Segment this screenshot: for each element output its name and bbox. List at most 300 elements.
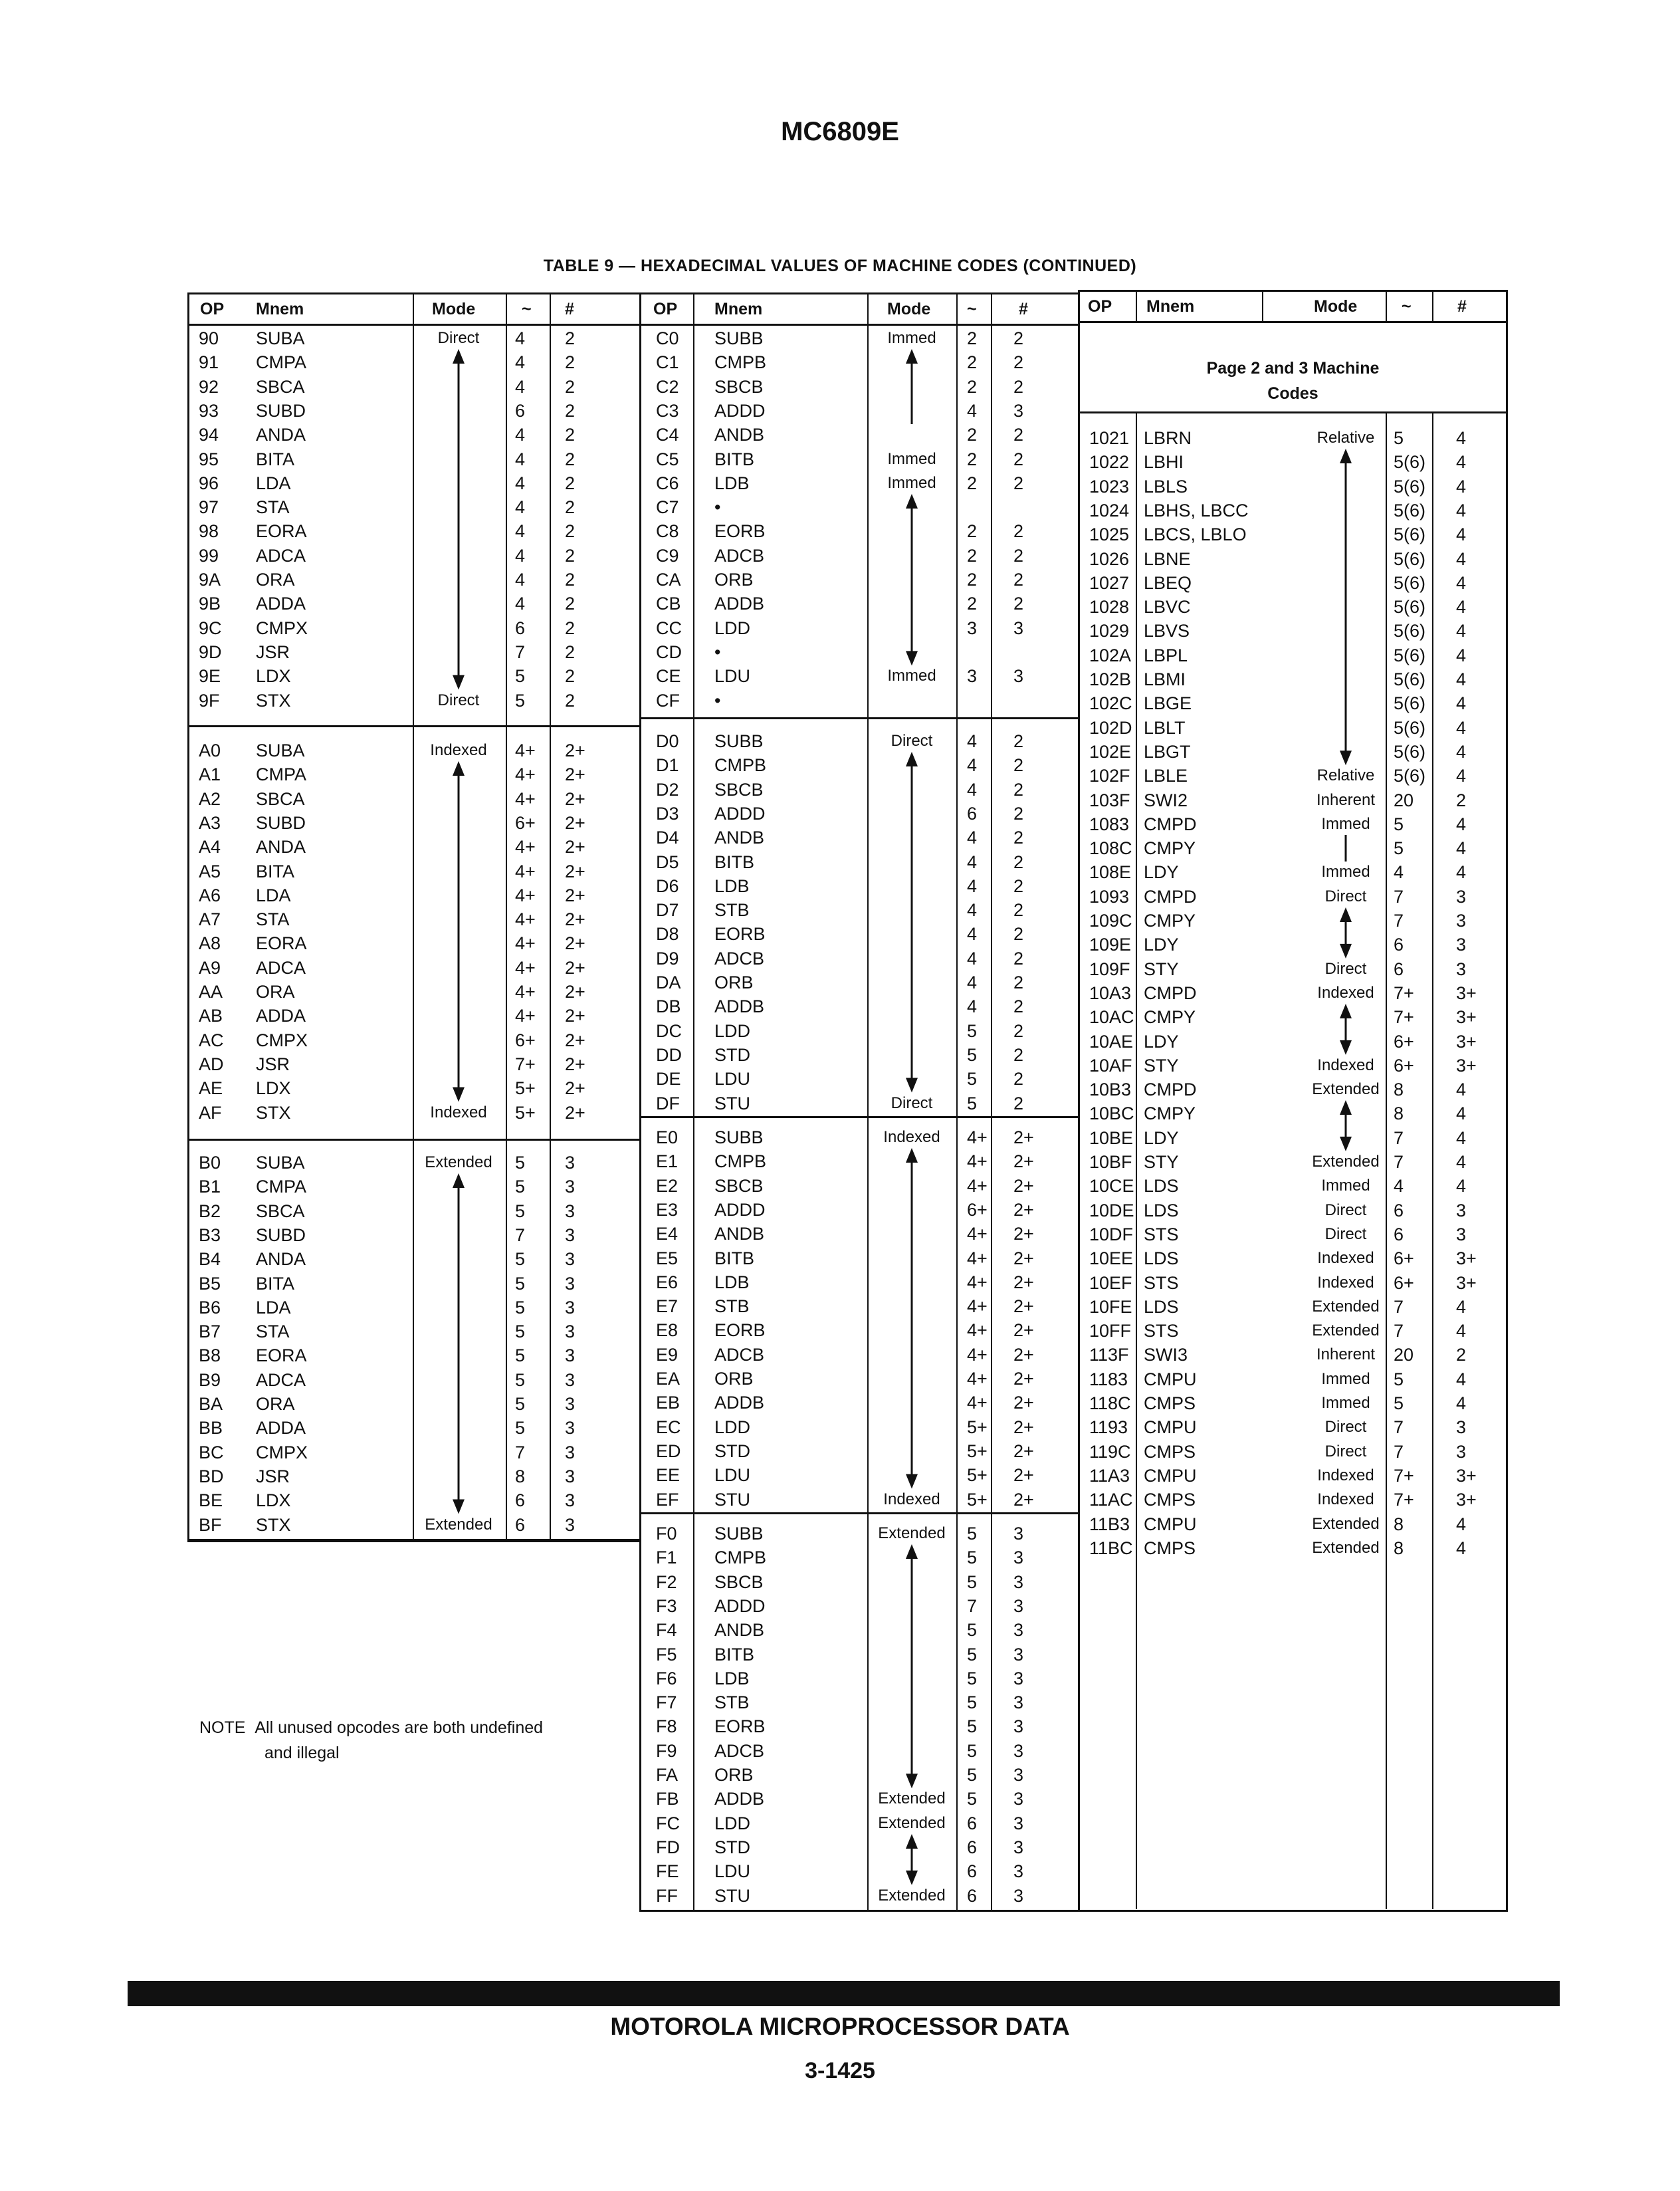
opcode: B9 <box>199 1369 221 1390</box>
mnemonic: SUBA <box>256 1153 305 1173</box>
cycles: 7 <box>1394 1441 1404 1462</box>
mnemonic: CMPX <box>256 618 308 638</box>
cycles: 5(6) <box>1394 741 1426 762</box>
mnemonic: LDS <box>1144 1296 1179 1317</box>
mnemonic: STB <box>714 1296 750 1317</box>
mnemonic: LBEQ <box>1144 572 1192 593</box>
mnemonic: CMPS <box>1144 1490 1196 1510</box>
header-bytes: # <box>1019 300 1028 318</box>
bytes: 2 <box>1013 875 1024 896</box>
mnemonic: LBVS <box>1144 621 1190 641</box>
table-row <box>189 471 639 495</box>
footer-rule <box>128 1981 1560 2006</box>
opcode: 1025 <box>1089 524 1130 545</box>
page-number: 3-1425 <box>805 2058 875 2083</box>
opcode: EF <box>656 1489 679 1510</box>
cycles: 6+ <box>1394 1248 1414 1269</box>
opcode: 10DF <box>1089 1224 1134 1244</box>
opcode: D0 <box>656 731 679 751</box>
opcode: F2 <box>656 1571 677 1592</box>
bytes: 3 <box>565 1345 576 1366</box>
cycles: 7+ <box>1394 982 1414 1003</box>
bytes: 3+ <box>1456 1248 1477 1269</box>
opcode: 102E <box>1089 741 1132 762</box>
bytes: 2+ <box>1013 1441 1034 1461</box>
mnemonic: ORA <box>256 1394 295 1414</box>
mnemonic: CMPA <box>256 352 307 373</box>
opcode: 102F <box>1089 766 1130 786</box>
opcode: F6 <box>656 1668 677 1688</box>
cycles: 5(6) <box>1394 597 1426 618</box>
table-row <box>641 1367 1078 1391</box>
cycles: 6 <box>1394 935 1404 955</box>
cycles: 5 <box>967 1765 978 1785</box>
opcode: 10B3 <box>1089 1080 1132 1100</box>
mnemonic: ADDD <box>714 803 766 824</box>
bytes: 2 <box>1013 473 1024 493</box>
cycles: 8 <box>1394 1514 1404 1534</box>
bytes: 3 <box>565 1418 576 1439</box>
mnemonic: SWI3 <box>1144 1345 1188 1365</box>
mnemonic: ADDB <box>714 996 765 1017</box>
opcode: 102A <box>1089 645 1132 665</box>
table-row <box>189 1513 639 1537</box>
opcode: 94 <box>199 425 219 445</box>
table-row <box>189 544 639 568</box>
addressing-mode: Indexed <box>883 1490 940 1508</box>
cycles: 4 <box>515 594 526 614</box>
mnemonic: CMPY <box>1144 911 1196 931</box>
opcode: DD <box>656 1044 682 1065</box>
mnemonic: CMPU <box>1144 1465 1197 1486</box>
table-row <box>1080 499 1506 522</box>
opcode: 10CE <box>1089 1176 1134 1197</box>
cycles: 6 <box>1394 959 1404 979</box>
bytes: 3 <box>1013 1524 1024 1544</box>
mnemonic: LDU <box>714 1465 751 1486</box>
mnemonic: ADCA <box>256 957 306 978</box>
table-row <box>641 1043 1078 1067</box>
mnemonic: LDS <box>1144 1200 1179 1220</box>
addressing-mode: Direct <box>891 1094 933 1112</box>
cycles: 5(6) <box>1394 717 1426 738</box>
table-row <box>641 971 1078 994</box>
cycles: 4 <box>967 948 978 969</box>
bytes: 4 <box>1456 1369 1467 1389</box>
column-3-header <box>1080 292 1506 323</box>
opcode: B4 <box>199 1249 221 1270</box>
range-arrow-icon <box>451 761 467 1102</box>
bytes: 2 <box>1013 948 1024 969</box>
cycles: 7 <box>1394 1296 1404 1317</box>
table-row <box>641 1594 1078 1618</box>
mnemonic: LBVC <box>1144 597 1191 618</box>
opcode: B1 <box>199 1177 221 1197</box>
cycles: 5 <box>967 1020 978 1041</box>
opcode: B6 <box>199 1297 221 1318</box>
cycles: 5 <box>967 1692 978 1713</box>
mnemonic: ADCA <box>256 1369 306 1390</box>
opcode: D8 <box>656 924 679 945</box>
opcode: 1083 <box>1089 814 1130 834</box>
mnemonic: LDX <box>256 666 291 687</box>
bytes: 2+ <box>1013 1199 1034 1220</box>
bytes: 2 <box>1013 521 1024 542</box>
mnemonic: LDX <box>256 1078 291 1099</box>
opcode: B0 <box>199 1153 221 1173</box>
cycles: 5+ <box>967 1489 988 1510</box>
cycles: 4 <box>1394 862 1404 883</box>
opcode: D7 <box>656 900 679 921</box>
addressing-mode: Indexed <box>1317 1273 1374 1292</box>
addressing-mode: Indexed <box>430 1103 487 1121</box>
cycles: 3 <box>967 618 978 638</box>
opcode: C2 <box>656 376 679 397</box>
bytes: 2 <box>565 521 576 542</box>
mnemonic: ADDA <box>256 1418 306 1439</box>
mnemonic: STB <box>714 1692 750 1713</box>
cycles: 7+ <box>1394 1007 1414 1028</box>
cycles: 4 <box>515 473 526 493</box>
header-bytes: # <box>565 300 574 318</box>
table-row <box>1080 1295 1506 1319</box>
mnemonic: ORA <box>256 570 295 590</box>
bytes: 2+ <box>1013 1272 1034 1292</box>
table-row <box>641 399 1078 423</box>
mnemonic: STX <box>256 690 291 711</box>
mnemonic: SBCA <box>256 1201 305 1221</box>
cycles: 8 <box>1394 1080 1404 1100</box>
column-1-header <box>189 294 639 326</box>
bytes: 2+ <box>565 1006 585 1026</box>
bytes: 2+ <box>1013 1369 1034 1389</box>
bytes: 4 <box>1456 524 1467 545</box>
opcode: CA <box>656 570 681 590</box>
table-row <box>641 1270 1078 1294</box>
mnemonic: LDB <box>714 875 750 896</box>
bytes: 2+ <box>565 885 585 905</box>
table-row <box>1080 595 1506 619</box>
mnemonic: BITA <box>256 449 295 469</box>
addressing-mode: Extended <box>878 1789 946 1808</box>
opcode: 1183 <box>1089 1369 1128 1389</box>
bytes: 3 <box>1456 1441 1467 1462</box>
cycles: 4+ <box>515 933 536 954</box>
cycles: 5 <box>515 690 526 711</box>
mnemonic: LDB <box>714 1272 750 1292</box>
cycles: 4 <box>515 376 526 397</box>
mnemonic: LBRN <box>1144 428 1192 448</box>
table-row <box>641 1067 1078 1091</box>
mnemonic: LDU <box>714 666 751 687</box>
table-row <box>189 1101 639 1125</box>
mnemonic: LDY <box>1144 862 1179 883</box>
cycles: 7+ <box>1394 1465 1414 1486</box>
bytes: 4 <box>1456 597 1467 618</box>
bytes: 3 <box>1456 1200 1467 1220</box>
cycles: 4 <box>515 570 526 590</box>
mnemonic: • <box>714 497 721 518</box>
table-row <box>189 1175 639 1199</box>
opcode: D1 <box>656 755 679 776</box>
opcode: 1022 <box>1089 452 1130 473</box>
opcode: AD <box>199 1054 224 1074</box>
opcode: AA <box>199 982 223 1002</box>
opcode: 1024 <box>1089 500 1130 520</box>
mnemonic: LDY <box>1144 1127 1179 1148</box>
mnemonic: CMPY <box>1144 1103 1196 1124</box>
bytes: 3 <box>1013 1668 1024 1688</box>
mnemonic: STD <box>714 1044 750 1065</box>
table-row <box>1080 1078 1506 1101</box>
opcode: C4 <box>656 425 679 445</box>
cycles: 5+ <box>967 1441 988 1461</box>
cycles: 5 <box>1394 838 1404 859</box>
range-arrow-icon <box>451 1173 467 1514</box>
cycles: 7 <box>1394 1127 1404 1148</box>
opcode: A7 <box>199 909 221 930</box>
cycles: 5 <box>967 1716 978 1737</box>
cycles: 2 <box>967 594 978 614</box>
cycles: 4+ <box>967 1296 988 1317</box>
cycles: 20 <box>1394 1345 1414 1365</box>
cycles: 4+ <box>967 1224 988 1244</box>
table-row <box>1080 1464 1506 1488</box>
mnemonic: ANDA <box>256 1249 306 1270</box>
opcode: BD <box>199 1466 224 1486</box>
table-row <box>189 762 639 786</box>
mnemonic: SBCB <box>714 376 764 397</box>
opcode: 10AC <box>1089 1007 1134 1028</box>
opcode: 1028 <box>1089 597 1130 618</box>
bytes: 2 <box>1013 996 1024 1017</box>
opcode: FE <box>656 1861 679 1882</box>
table-row <box>641 1198 1078 1222</box>
table-row <box>1080 1030 1506 1054</box>
mnemonic: CMPA <box>256 1177 307 1197</box>
mnemonic: ADCA <box>256 545 306 566</box>
range-arrow-icon <box>904 349 920 424</box>
table-row <box>1080 1536 1506 1560</box>
opcode: C1 <box>656 352 679 373</box>
cycles: 5+ <box>515 1102 536 1123</box>
opcode: B7 <box>199 1322 221 1342</box>
mnemonic: CMPU <box>1144 1369 1197 1389</box>
range-arrow-icon <box>1338 1004 1354 1055</box>
cycles: 5 <box>515 1201 526 1221</box>
addressing-mode: Direct <box>891 732 933 750</box>
header-cycles: ~ <box>1402 297 1412 316</box>
mnemonic: LBMI <box>1144 669 1186 689</box>
header-mnem: Mnem <box>714 300 763 318</box>
addressing-mode: Relative <box>1316 429 1375 447</box>
cycles: 2 <box>967 570 978 590</box>
table-row <box>641 947 1078 971</box>
mnemonic: STA <box>256 909 290 930</box>
table-row <box>641 519 1078 543</box>
table-row <box>641 1439 1078 1463</box>
table-row <box>641 1667 1078 1690</box>
addressing-mode: Immed <box>887 667 936 685</box>
bytes: 2+ <box>565 1054 585 1074</box>
table-row <box>641 778 1078 802</box>
cycles: 5 <box>967 1668 978 1688</box>
cycles: 4+ <box>515 837 536 858</box>
table-row <box>1080 1415 1506 1439</box>
cycles: 5(6) <box>1394 572 1426 593</box>
bytes: 2 <box>1456 1345 1467 1365</box>
mnemonic: STY <box>1144 1055 1179 1076</box>
table-row <box>1080 812 1506 836</box>
table-row <box>189 1464 639 1488</box>
bytes: 4 <box>1456 621 1467 641</box>
cycles: 4 <box>515 328 526 348</box>
mnemonic: ORB <box>714 973 754 992</box>
bytes: 3 <box>565 1297 576 1318</box>
cycles: 2 <box>967 352 978 373</box>
cycles: 6 <box>515 618 526 638</box>
mnemonic: LBLS <box>1144 476 1188 497</box>
opcode: 118C <box>1089 1393 1131 1413</box>
cycles: 5 <box>1394 428 1404 448</box>
table-row <box>189 447 639 471</box>
opcode: 10FE <box>1089 1296 1132 1317</box>
bytes: 2+ <box>565 982 585 1002</box>
table-row <box>189 835 639 859</box>
mnemonic: EORB <box>714 1716 766 1737</box>
table-row <box>1080 1440 1506 1464</box>
mnemonic: LBHI <box>1144 452 1184 473</box>
bytes: 2 <box>1013 973 1024 992</box>
bytes: 3+ <box>1456 982 1477 1003</box>
opcode: A1 <box>199 764 221 785</box>
cycles: 7 <box>515 1442 526 1462</box>
bytes: 3 <box>1456 911 1467 931</box>
mnemonic: CMPX <box>256 1030 308 1050</box>
mnemonic: SWI2 <box>1144 790 1188 810</box>
table-row <box>1080 1005 1506 1029</box>
mnemonic: STU <box>714 1885 750 1906</box>
bytes: 2 <box>1013 545 1024 566</box>
bytes: 3+ <box>1456 1490 1477 1510</box>
table-row <box>641 1415 1078 1439</box>
mnemonic: ORB <box>714 1369 754 1389</box>
table-row <box>1080 547 1506 571</box>
mnemonic: • <box>714 641 721 662</box>
table-row <box>189 664 639 688</box>
mnemonic: STA <box>256 1322 290 1342</box>
mnemonic: CMPB <box>714 1151 767 1172</box>
cycles: 4+ <box>967 1127 988 1147</box>
table-row <box>189 1151 639 1175</box>
table-row <box>189 1004 639 1028</box>
addressing-mode: Extended <box>878 1886 946 1904</box>
bytes: 2+ <box>565 788 585 809</box>
cycles: 7 <box>515 641 526 662</box>
bytes: 2 <box>565 497 576 518</box>
opcode: B2 <box>199 1201 221 1221</box>
mnemonic: BITB <box>714 852 755 872</box>
mnemonic: ADCB <box>714 1740 765 1761</box>
mnemonic: SBCB <box>714 1175 764 1196</box>
addressing-mode: Immed <box>1321 814 1370 833</box>
table-row <box>641 1643 1078 1667</box>
cycles: 4 <box>515 449 526 469</box>
cycles: 5(6) <box>1394 452 1426 473</box>
bytes: 3 <box>565 1442 576 1462</box>
table-row <box>1080 1271 1506 1295</box>
table-row <box>189 1441 639 1464</box>
range-arrow-icon <box>1338 907 1354 959</box>
cycles: 6 <box>967 803 978 824</box>
table-row <box>1080 691 1506 715</box>
cycles: 5(6) <box>1394 476 1426 497</box>
cycles: 4+ <box>515 741 536 760</box>
table-row <box>1080 643 1506 667</box>
bytes: 2+ <box>565 1030 585 1050</box>
bytes: 2+ <box>1013 1175 1034 1196</box>
note <box>199 1715 625 1766</box>
bytes: 2 <box>1013 803 1024 824</box>
table-row <box>641 1884 1078 1908</box>
opcode: 109E <box>1089 935 1132 955</box>
bytes: 2 <box>565 473 576 493</box>
cycles: 4+ <box>515 1006 536 1026</box>
cycles: 4 <box>967 852 978 872</box>
opcode: F0 <box>656 1524 677 1544</box>
table-row <box>641 1174 1078 1198</box>
mnemonic: LDY <box>1144 935 1179 955</box>
table-row <box>641 826 1078 850</box>
mnemonic: SUBD <box>256 1224 306 1245</box>
bytes: 2 <box>1013 755 1024 776</box>
bytes: 4 <box>1456 1127 1467 1148</box>
opcode: 99 <box>199 545 219 566</box>
addressing-mode: Immed <box>1321 1369 1370 1388</box>
bytes: 3 <box>1013 1644 1024 1665</box>
header-mode: Mode <box>432 300 476 318</box>
bytes: 3 <box>565 1514 576 1535</box>
table-row <box>641 898 1078 922</box>
opcode: EB <box>656 1393 681 1413</box>
mnemonic: SBCA <box>256 376 305 397</box>
cycles: 7 <box>1394 1152 1404 1172</box>
cycles: 5 <box>967 1571 978 1592</box>
opcode: 119C <box>1089 1441 1131 1462</box>
opcode: E9 <box>656 1344 679 1365</box>
table-row <box>1080 1246 1506 1270</box>
table-row <box>1080 426 1506 450</box>
cycles: 5 <box>515 1153 526 1173</box>
cycles: 5 <box>515 1369 526 1390</box>
addressing-mode: Immed <box>1321 1177 1370 1195</box>
table-row <box>189 423 639 447</box>
table-row <box>1080 957 1506 981</box>
bytes: 2+ <box>565 764 585 785</box>
opcode: BA <box>199 1394 223 1414</box>
mnemonic: CMPD <box>1144 814 1197 834</box>
bytes: 2 <box>1013 900 1024 921</box>
table-row <box>189 811 639 835</box>
cycles: 7 <box>1394 1417 1404 1438</box>
mnemonic: JSR <box>256 1054 290 1074</box>
range-arrow-icon <box>904 1834 920 1885</box>
opcode: 9C <box>199 618 222 638</box>
cycles: 7 <box>1394 1321 1404 1341</box>
mnemonic: SUBA <box>256 328 305 348</box>
table-column-2 <box>639 292 1080 1912</box>
addressing-mode: Direct <box>437 691 480 709</box>
